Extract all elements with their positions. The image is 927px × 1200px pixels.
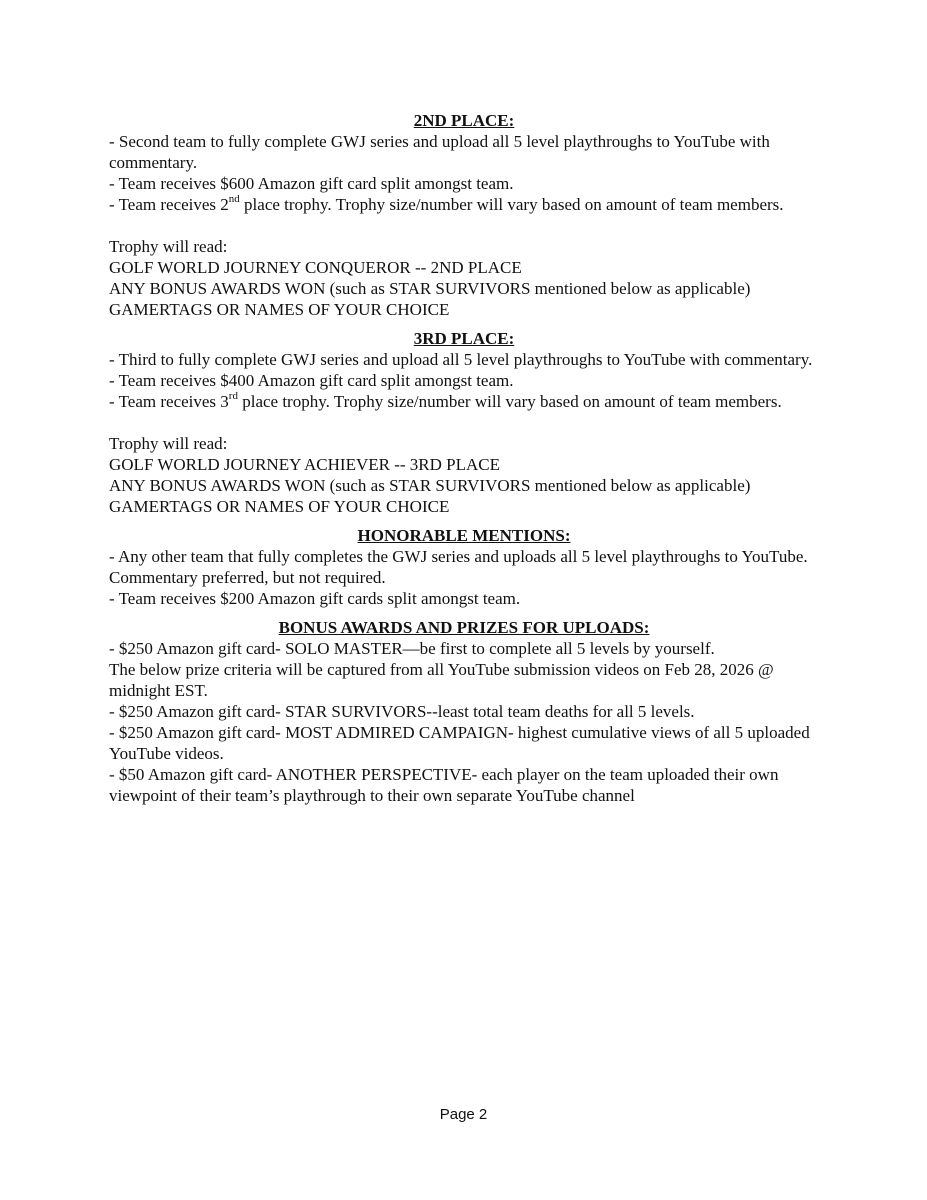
third-place-trophy-suffix: place trophy. Trophy size/number will vary based on amount of team members. <box>237 392 782 411</box>
third-place-ordinal-suffix: rd <box>228 390 238 403</box>
document-body <box>109 110 819 806</box>
third-place-trophy-intro: Trophy will read: <box>109 434 228 453</box>
honorable-mentions-gift-card: - Team receives $200 Amazon gift cards split amongst team. <box>109 589 521 608</box>
second-place-trophy-suffix: place trophy. Trophy size/number will vary based on amount of team members. <box>239 195 784 214</box>
third-place-gift-card: - Team receives $400 Amazon gift card split amongst team. <box>109 371 514 390</box>
second-place-heading: 2ND PLACE: <box>413 111 515 130</box>
second-place-ordinal-suffix: nd <box>228 193 240 206</box>
third-place-criteria: - Third to fully complete GWJ series and upload all 5 level playthroughs to YouTube with commentary. <box>109 350 813 369</box>
bonus-awards-heading: BONUS AWARDS AND PRIZES FOR UPLOADS: <box>278 618 650 637</box>
third-place-trophy-text-2: ANY BONUS AWARDS WON (such as STAR SURVIVORS mentioned below as applicable) <box>109 476 751 495</box>
third-place-trophy-prefix: - Team receives 3 <box>109 392 229 411</box>
third-place-heading: 3RD PLACE: <box>413 329 515 348</box>
bonus-criteria-note: The below prize criteria will be captured from all YouTube submission videos on Feb 28, 2026 @ midnight EST. <box>109 660 774 700</box>
second-place-trophy <box>109 194 819 215</box>
bonus-another-perspective: - $50 Amazon gift card- ANOTHER PERSPECTIVE- each player on the team uploaded their own viewpoint of their team’s playthrough to their own separate YouTube channel <box>109 765 779 805</box>
honorable-mentions-heading: HONORABLE MENTIONS: <box>357 526 571 545</box>
third-place-trophy <box>109 391 819 412</box>
third-place-trophy-text-1: GOLF WORLD JOURNEY ACHIEVER -- 3RD PLACE <box>109 455 500 474</box>
third-place-trophy-text-3: GAMERTAGS OR NAMES OF YOUR CHOICE <box>109 497 450 516</box>
second-place-criteria: - Second team to fully complete GWJ series and upload all 5 level playthroughs to YouTube with commentary. <box>109 132 770 172</box>
bonus-solo-master: - $250 Amazon gift card- SOLO MASTER—be first to complete all 5 levels by yourself. <box>109 639 715 658</box>
bonus-most-admired-campaign: - $250 Amazon gift card- MOST ADMIRED CAMPAIGN- highest cumulative views of all 5 uploaded YouTube videos. <box>109 723 810 763</box>
honorable-mentions-criteria: - Any other team that fully completes the GWJ series and uploads all 5 level playthroughs to YouTube. Commentary preferred, but not required. <box>109 547 808 587</box>
bonus-star-survivors: - $250 Amazon gift card- STAR SURVIVORS--least total team deaths for all 5 levels. <box>109 702 695 721</box>
second-place-trophy-text-1: GOLF WORLD JOURNEY CONQUEROR -- 2ND PLACE <box>109 258 522 277</box>
second-place-trophy-text-2: ANY BONUS AWARDS WON (such as STAR SURVIVORS mentioned below as applicable) <box>109 279 751 298</box>
second-place-gift-card: - Team receives $600 Amazon gift card split amongst team. <box>109 174 514 193</box>
second-place-trophy-intro: Trophy will read: <box>109 237 228 256</box>
page-number: Page 2 <box>439 1106 488 1123</box>
second-place-trophy-text-3: GAMERTAGS OR NAMES OF YOUR CHOICE <box>109 300 450 319</box>
second-place-trophy-prefix: - Team receives 2 <box>109 195 229 214</box>
